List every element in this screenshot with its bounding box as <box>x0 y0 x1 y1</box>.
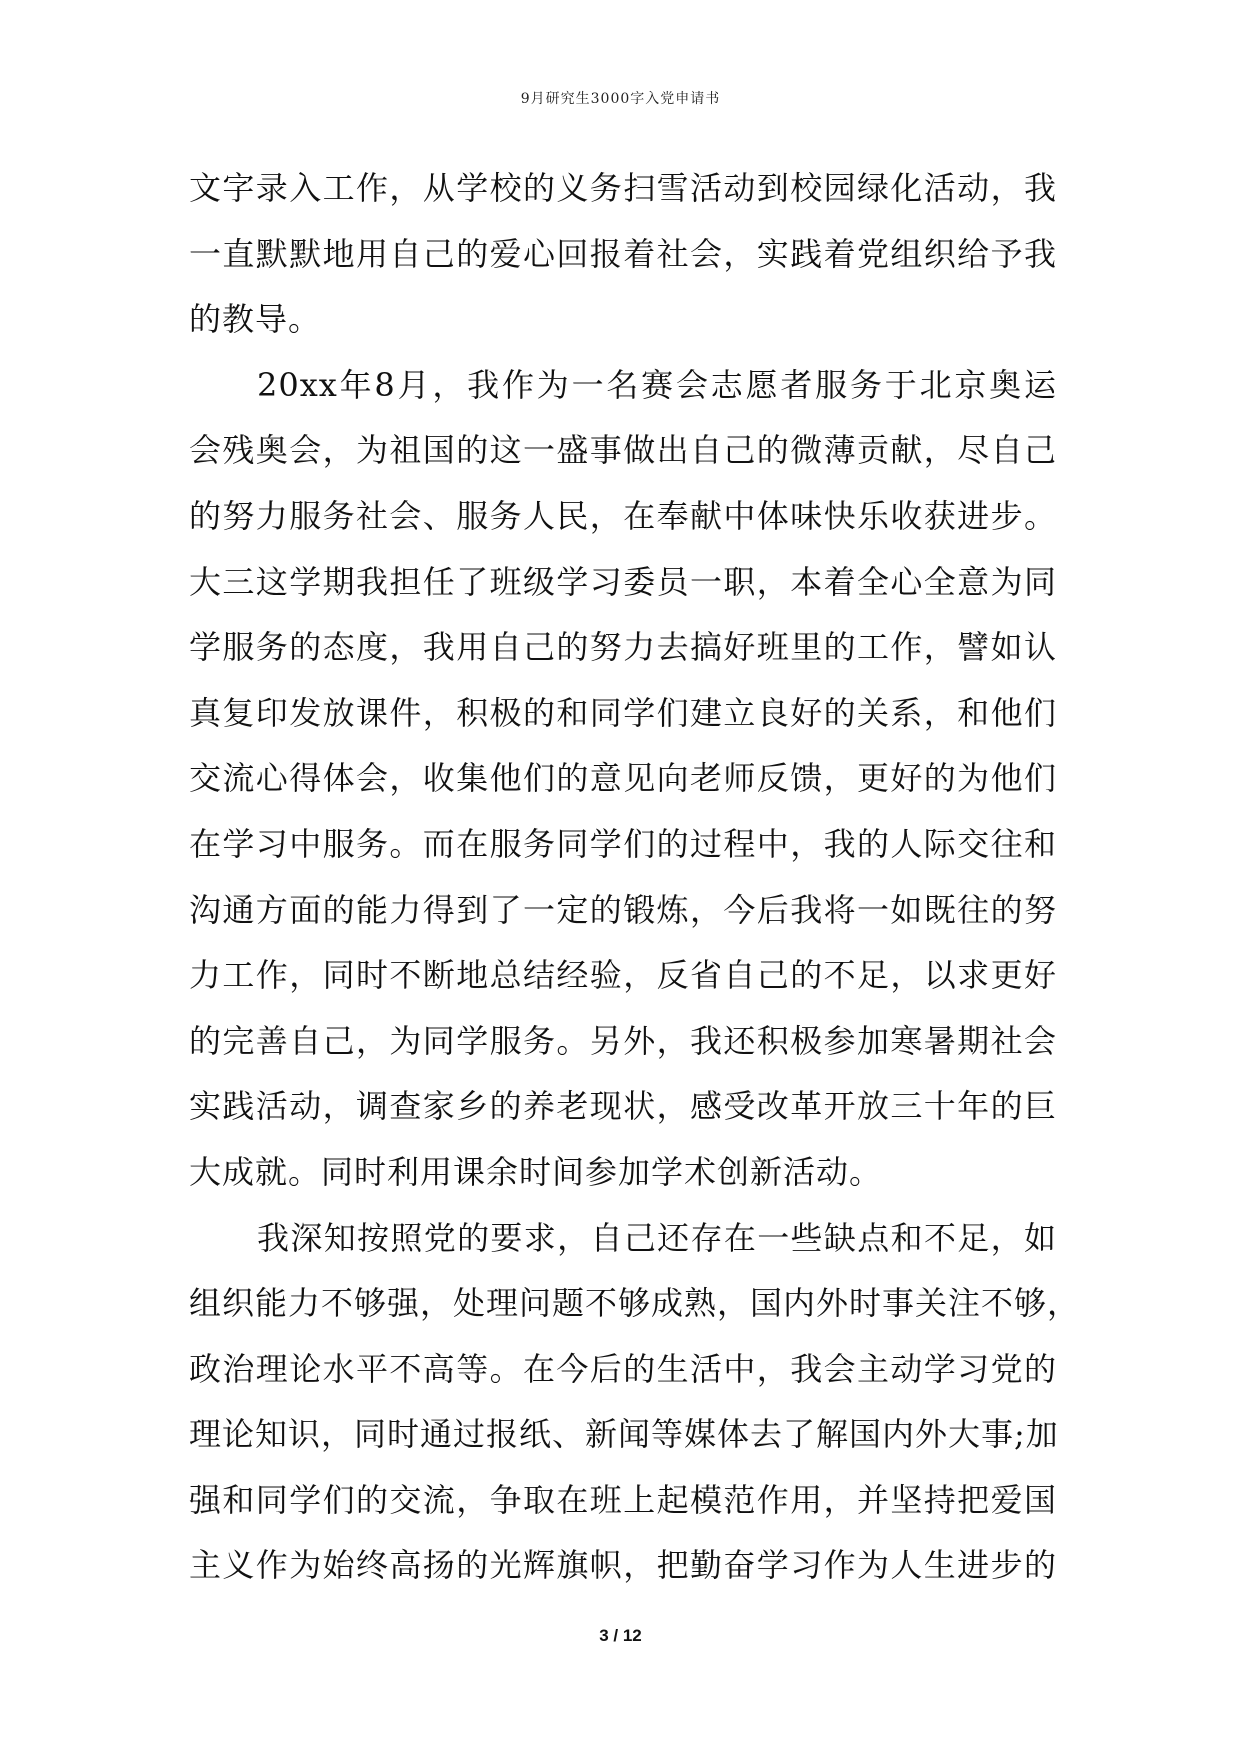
text-line: 学服务的态度，我用自己的努力去搞好班里的工作，譬如认 <box>189 628 1057 667</box>
text-line: 强和同学们的交流，争取在班上起模范作用，并坚持把爱国 <box>189 1480 1057 1519</box>
text-line: 政治理论水平不高等。在今后的生活中，我会主动学习党的 <box>189 1349 1057 1388</box>
text-line: 实践活动，调查家乡的养老现状，感受改革开放三十年的巨 <box>189 1087 1057 1126</box>
text-line: 大成就。同时利用课余时间参加学术创新活动。 <box>189 1152 883 1191</box>
text-line: 在学习中服务。而在服务同学们的过程中，我的人际交往和 <box>189 824 1057 863</box>
text-line: 的努力服务社会、服务人民，在奉献中体味快乐收获进步。 <box>189 496 1057 535</box>
text-line: 一直默默地用自己的爱心回报着社会，实践着党组织给予我 <box>189 234 1057 273</box>
text-line: 20xx年8月，我作为一名赛会志愿者服务于北京奥运 <box>257 365 1057 404</box>
text-line: 组织能力不够强，处理问题不够成熟，国内外时事关注不够， <box>189 1284 1081 1323</box>
text-line: 文字录入工作，从学校的义务扫雪活动到校园绿化活动，我 <box>189 169 1057 207</box>
text-line: 理论知识，同时通过报纸、新闻等媒体去了解国内外大事;加 <box>189 1415 1059 1454</box>
text-line: 力工作，同时不断地总结经验，反省自己的不足，以求更好 <box>189 956 1057 995</box>
text-line: 主义作为始终高扬的光辉旗帜，把勤奋学习作为人生进步的 <box>189 1546 1057 1585</box>
text-line: 交流心得体会，收集他们的意见向老师反馈，更好的为他们 <box>189 759 1057 798</box>
text-line: 我深知按照党的要求，自己还存在一些缺点和不足，如 <box>257 1218 1057 1257</box>
text-line: 的教导。 <box>189 300 322 339</box>
text-line: 沟通方面的能力得到了一定的锻炼，今后我将一如既往的努 <box>189 890 1057 929</box>
text-line: 真复印发放课件，积极的和同学们建立良好的关系，和他们 <box>189 693 1057 732</box>
page-number: 3 / 12 <box>599 1626 642 1645</box>
text-line: 会残奥会，为祖国的这一盛事做出自己的微薄贡献，尽自己 <box>189 431 1057 470</box>
text-line: 大三这学期我担任了班级学习委员一职，本着全心全意为同 <box>189 562 1057 601</box>
text-line: 的完善自己，为同学服务。另外，我还积极参加寒暑期社会 <box>189 1021 1057 1060</box>
document-body <box>189 156 1081 1599</box>
page-header: 9月研究生3000字入党申请书 <box>520 91 721 107</box>
